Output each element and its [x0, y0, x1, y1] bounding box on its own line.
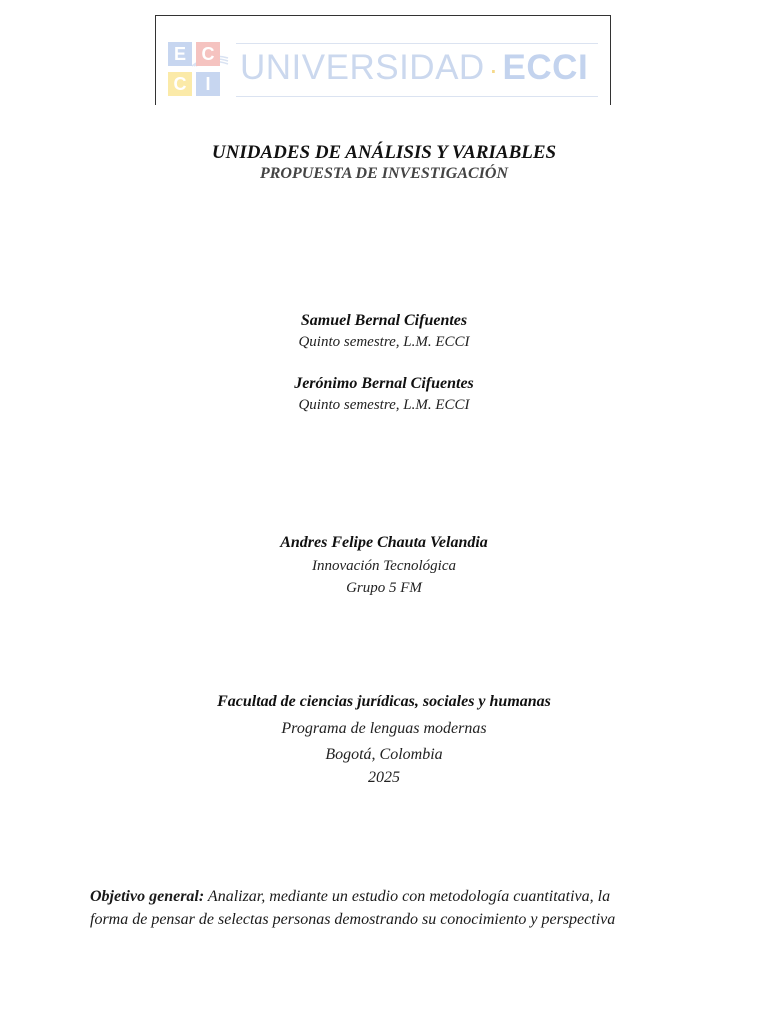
logo-block-c2: C [168, 72, 192, 96]
header-banner [155, 15, 611, 105]
city-country: Bogotá, Colombia [325, 746, 443, 763]
year: 2025 [368, 769, 400, 786]
wordmark-main: UNIVERSIDAD [240, 48, 485, 87]
objective-text: Analizar, mediante un estudio con metodología cuantitativa, la forma de pensar de selectas personas demostrando su conocimiento y perspectiva [90, 888, 616, 928]
author-2-name: Jerónimo Bernal Cifuentes [294, 375, 474, 392]
wordmark-brand: ECCI [502, 48, 589, 87]
author-2-detail: Quinto semestre, L.M. ECCI [298, 397, 470, 413]
logo-block-i: I [196, 72, 220, 96]
author-1-name: Samuel Bernal Cifuentes [300, 312, 468, 329]
teacher-course: Innovación Tecnológica [311, 558, 456, 574]
document-title: UNIDADES DE ANÁLISIS Y VARIABLES [211, 142, 557, 163]
logo-block-c: C [196, 42, 220, 66]
author-1-detail: Quinto semestre, L.M. ECCI [298, 334, 470, 350]
program-name: Programa de lenguas modernas [281, 720, 487, 737]
university-logo [168, 42, 228, 102]
objective-label: Objetivo general: [90, 888, 205, 905]
faculty-name: Facultad de ciencias jurídicas, sociales y humanas [217, 693, 551, 710]
wordmark-dot: · [488, 54, 499, 85]
document-subtitle: PROPUESTA DE INVESTIGACIÓN [259, 165, 509, 182]
logo-rule-top [236, 43, 598, 44]
logo-rule-bottom [236, 96, 598, 97]
teacher-group: Grupo 5 FM [346, 580, 422, 596]
general-objective [90, 885, 650, 931]
logo-wordmark [240, 48, 588, 90]
teacher-name: Andres Felipe Chauta Velandia [280, 534, 488, 551]
logo-block-e: E [168, 42, 192, 66]
